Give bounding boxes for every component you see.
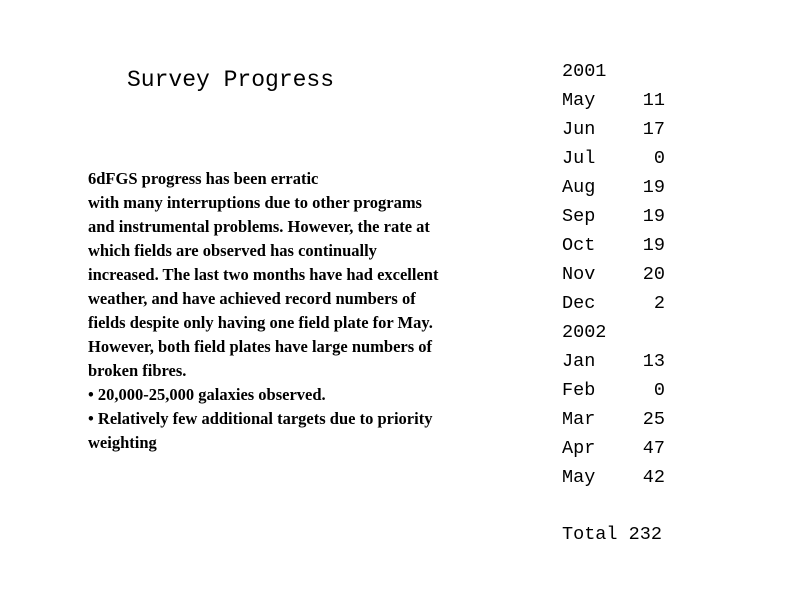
month-cell: Oct <box>562 235 596 256</box>
count-cell: 13 <box>642 351 665 372</box>
month-cell: 2001 <box>562 61 607 82</box>
body-line: increased. The last two months have had excellent <box>88 265 439 284</box>
month-cell: Feb <box>562 380 596 401</box>
count-cell: 19 <box>642 235 665 256</box>
body-line: 6dFGS progress has been erratic <box>88 169 319 188</box>
month-cell: Aug <box>562 177 596 198</box>
month-cell: Nov <box>562 264 596 285</box>
month-cell: May <box>562 90 596 111</box>
count-cell: 19 <box>642 206 665 227</box>
month-cell: Jun <box>562 119 596 140</box>
month-cell: Apr <box>562 438 596 459</box>
bullet-targets: • Relatively few additional targets due to priority <box>88 409 433 428</box>
table-total: Total 232 <box>562 524 662 545</box>
page-title: Survey Progress <box>127 67 335 93</box>
body-line: weather, and have achieved record numbers of <box>88 289 416 308</box>
body-text <box>88 167 528 455</box>
month-cell: 2002 <box>562 322 607 343</box>
count-cell: 19 <box>642 177 665 198</box>
count-cell: 25 <box>642 409 665 430</box>
body-line: which fields are observed has continually <box>88 241 377 260</box>
count-cell: 47 <box>642 438 665 459</box>
month-cell: Sep <box>562 206 596 227</box>
month-cell: Jul <box>562 148 596 169</box>
body-line: and instrumental problems. However, the rate at <box>88 217 430 236</box>
month-cell: Mar <box>562 409 596 430</box>
count-cell: 42 <box>642 467 665 488</box>
count-cell: 17 <box>642 119 665 140</box>
count-cell: 20 <box>642 264 665 285</box>
bullet-galaxies: • 20,000-25,000 galaxies observed. <box>88 385 326 404</box>
body-line: with many interruptions due to other programs <box>88 193 422 212</box>
body-line: However, both field plates have large numbers of <box>88 337 433 356</box>
month-cell: Jan <box>562 351 596 372</box>
count-cell: 0 <box>653 380 665 401</box>
body-line: fields despite only having one field plate for May. <box>88 313 433 332</box>
body-line: broken fibres. <box>88 361 187 380</box>
count-cell: 11 <box>642 90 665 111</box>
count-cell: 0 <box>653 148 665 169</box>
body-line: weighting <box>88 433 157 452</box>
month-cell: Dec <box>562 293 596 314</box>
month-cell: May <box>562 467 596 488</box>
count-cell: 2 <box>653 293 665 314</box>
